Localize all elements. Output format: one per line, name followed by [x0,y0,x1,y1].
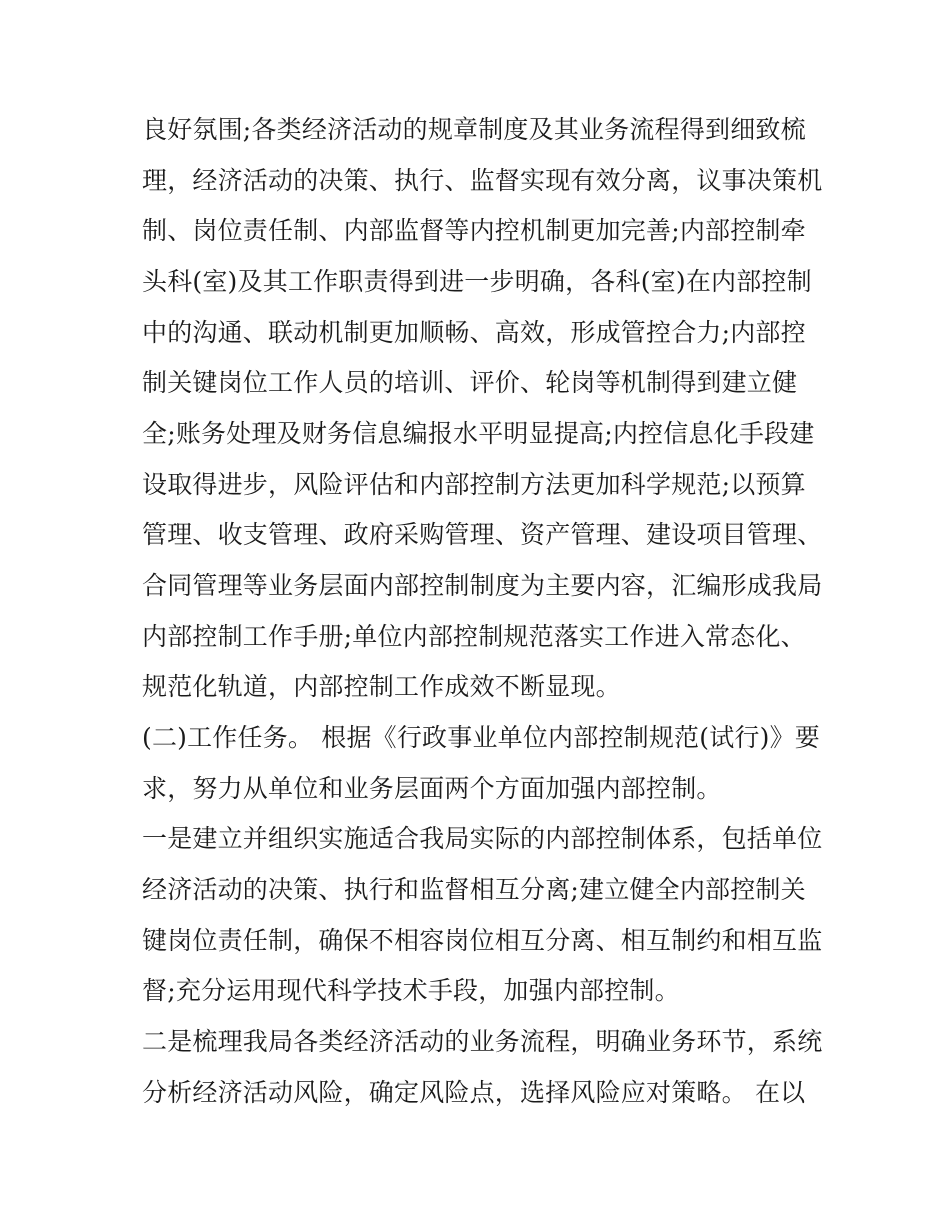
text-line: 合同管理等业务层面内部控制制度为主要内容，汇编形成我局 [142,571,823,600]
text-line: 求，努力从单位和业务层面两个方面加强内部控制。 [142,774,722,803]
text-line: 制、岗位责任制、内部监督等内控机制更加完善;内部控制牵 [142,216,806,245]
text-line: 规范化轨道，内部控制工作成效不断显现。 [142,672,621,701]
section-heading-line: (二)工作任务。 根据《行政事业单位内部控制规范(试行)》要 [142,723,820,752]
text-line: 制关键岗位工作人员的培训、评价、轮岗等机制得到建立健 [142,368,798,397]
text-line: 全;账务处理及财务信息编报水平明显提高;内控信息化手段建 [142,419,815,448]
text-line: 二是梳理我局各类经济活动的业务流程，明确业务环节，系统 [142,1027,823,1056]
text-line: 分析经济活动风险，确定风险点，选择风险应对策略。 在以 [142,1078,806,1107]
text-line: 内部控制工作手册;单位内部控制规范落实工作进入常态化、 [142,622,806,651]
text-line: 良好氛围;各类经济活动的规章制度及其业务流程得到细致梳 [142,115,806,144]
text-line: 督;充分运用现代科学技术手段，加强内部控制。 [142,976,680,1005]
text-line: 设取得进步，风险评估和内部控制方法更加科学规范;以预算 [142,470,806,499]
text-line: 头科(室)及其工作职责得到进一步明确，各科(室)在内部控制 [142,267,812,296]
text-line: 中的沟通、联动机制更加顺畅、高效，形成管控合力;内部控 [142,318,806,347]
text-line: 经济活动的决策、执行和监督相互分离;建立健全内部控制关 [142,875,806,904]
text-line: 键岗位责任制，确保不相容岗位相互分离、相互制约和相互监 [142,926,823,955]
text-line: 理，经济活动的决策、执行、监督实现有效分离，议事决策机 [142,166,823,195]
text-line: 管理、收支管理、政府采购管理、资产管理、建设项目管理、 [142,520,823,549]
text-line: 一是建立并组织实施适合我局实际的内部控制体系，包括单位 [142,824,823,853]
